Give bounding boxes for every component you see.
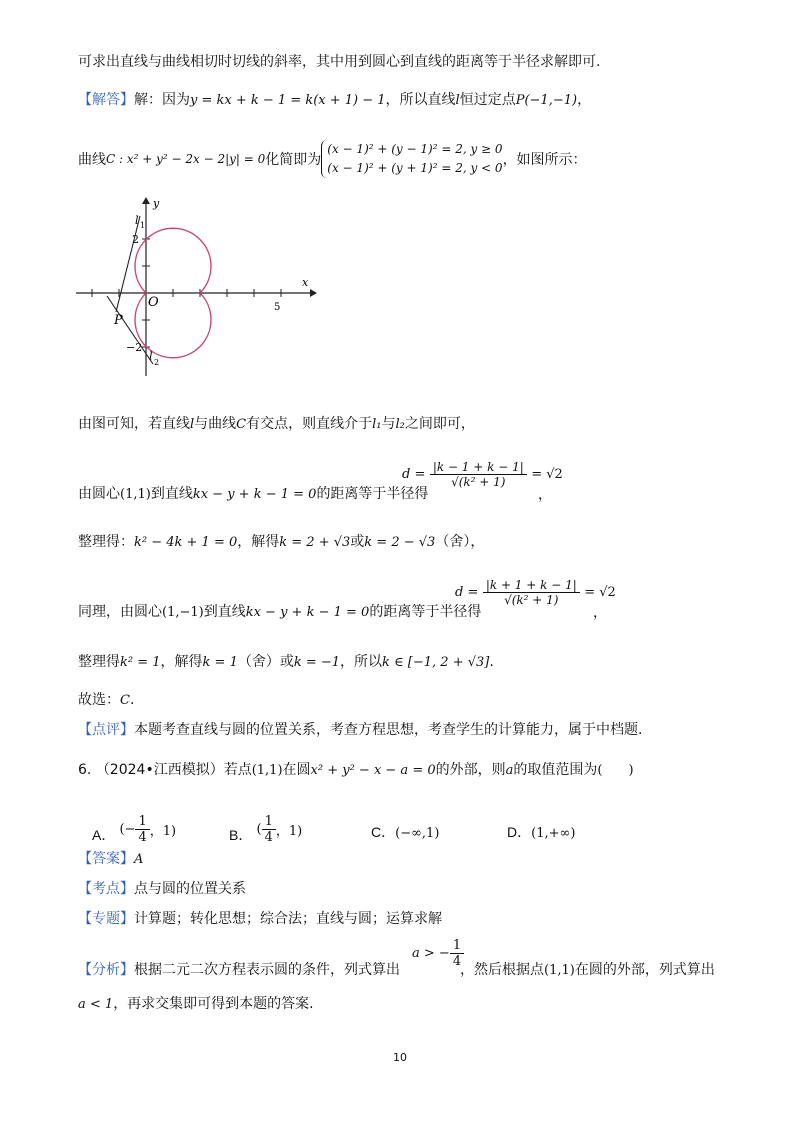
d2-text-3: 的距离等于半径得	[369, 604, 482, 620]
curve-text-3: ，如图所示：	[502, 152, 587, 168]
fenxi-text-3: 在圆的外部，列式算出	[574, 962, 715, 978]
fenxi-num: 1	[450, 938, 464, 954]
d1-line-eq: kx − y + k − 1 = 0	[192, 487, 317, 502]
fenxi-text-2: ，然后根据点	[460, 962, 544, 978]
graph-l2: l₂	[395, 417, 405, 432]
graph-text-1: 由图可知，若直线	[78, 416, 190, 432]
curve-line	[78, 140, 587, 178]
graph-conclusion	[78, 414, 475, 435]
answer-line	[78, 849, 143, 870]
q6-circle-eq: x² + y² − x − a = 0	[310, 763, 436, 778]
sol-text-3: 恒过定点	[459, 92, 516, 108]
zhuanti-line	[78, 909, 442, 929]
paragraph-intro	[78, 52, 600, 72]
label-origin: O	[148, 295, 159, 310]
solution-line	[78, 90, 591, 111]
s2-text-5: .	[489, 654, 494, 670]
choose-text-2: .	[129, 692, 135, 708]
option-A-close: ，1)	[149, 824, 177, 839]
label-l2-sub: 2	[154, 358, 160, 367]
d2-rhs: = √2	[584, 585, 616, 600]
fenxi-line-2	[78, 994, 314, 1015]
option-D-label: D．	[507, 824, 532, 840]
q6-text-2: 在圆	[282, 762, 311, 778]
d2-lhs: d =	[455, 585, 479, 600]
sol-text-2: ，所以直线	[385, 92, 456, 108]
option-C-value: (−∞,1)	[395, 826, 440, 841]
d1-lhs: d =	[402, 467, 426, 482]
option-C-label: C．	[371, 824, 396, 840]
q6-a: a	[505, 763, 514, 778]
graph-l: l	[190, 417, 195, 432]
fenxi-den: 4	[452, 954, 462, 969]
label-P: P	[114, 313, 123, 328]
label-l2: l	[149, 350, 153, 363]
d1-numerator: |k − 1 + k − 1|	[430, 460, 527, 475]
option-B-num: 1	[262, 814, 276, 830]
label-l1: l	[135, 214, 139, 227]
choose-line	[78, 690, 134, 711]
option-B-label: B．	[229, 827, 253, 843]
curve-figure	[74, 196, 318, 378]
d2-center: (1,−1)	[162, 605, 204, 620]
answer-label-tag: 【答案】	[78, 851, 134, 867]
label-l1-sub: 1	[140, 221, 146, 230]
option-B-fraction	[262, 814, 276, 845]
d1-denominator: √(k² + 1)	[451, 475, 506, 489]
fenxi-line	[78, 960, 400, 980]
d1-text-3: 的距离等于半径得	[316, 486, 429, 502]
label-x: x	[302, 276, 309, 289]
d2-numerator: |k + 1 + k − 1|	[483, 578, 580, 593]
d2-fraction	[483, 578, 580, 607]
s2-root-1: k = 1	[202, 655, 238, 670]
graph-text-2: 与曲线	[194, 416, 237, 432]
s1-text-1: 整理得：	[78, 534, 134, 550]
y-axis-arrow	[142, 197, 150, 204]
label-five: 5	[274, 302, 281, 313]
kaodian-line	[78, 879, 246, 899]
s2-root-2: k = −1	[293, 655, 341, 670]
d2-end: ，	[593, 605, 607, 621]
distance-line-1	[78, 484, 428, 505]
zhuanti-tag: 【专题】	[78, 911, 134, 927]
label-neg-two: −2	[126, 341, 143, 354]
d1-text-1: 由圆心	[78, 486, 120, 502]
s2-text-2: ，解得	[160, 654, 203, 670]
option-B-open: (	[256, 822, 262, 837]
comment-line	[78, 720, 642, 740]
s1-root-1: k = 2 + √3	[279, 535, 351, 550]
page-number: 10	[393, 1051, 407, 1064]
fenxi-text-1: 根据二元二次方程表示圆的条件，列式算出	[134, 962, 400, 978]
comment-text: 本题考查直线与圆的位置关系，考查方程思想，考查学生的计算能力，属于中档题.	[134, 722, 643, 738]
case-1: (x − 1)² + (y − 1)² = 2, y ≥ 0	[327, 142, 503, 156]
s1-eq: k² − 4k + 1 = 0	[134, 535, 238, 550]
fenxi-text-4: ，再求交集即可得到本题的答案.	[113, 996, 314, 1012]
q6-source: （2024•江西模拟）若点	[95, 762, 252, 778]
sol-point-P: P(−1,−1)	[515, 93, 578, 108]
curve-equation: C : x² + y² − 2x − 2|y| = 0	[106, 152, 266, 166]
fenxi-inequality	[412, 938, 464, 969]
option-A-num: 1	[135, 814, 149, 830]
s2-text-3: （舍）或	[237, 654, 294, 670]
sol-text-1: 解：因为	[134, 92, 190, 108]
q6-point: (1,1)	[251, 763, 283, 778]
option-D[interactable]	[507, 822, 575, 842]
fenxi-ineq-2: a < 1	[78, 997, 114, 1012]
d2-text-1: 同理，由圆心	[78, 604, 162, 620]
option-A-den: 4	[138, 830, 147, 845]
option-D-value: (1,+∞)	[531, 826, 576, 841]
graph-text-5: 之间即可，	[404, 416, 475, 432]
piecewise-brace	[321, 140, 502, 178]
d2-line-eq: kx − y + k − 1 = 0	[245, 605, 370, 620]
s1-text-3: 或	[350, 534, 365, 550]
d2-denominator: √(k² + 1)	[504, 593, 559, 607]
option-A-label: A．	[92, 827, 116, 843]
sol-eq-1: y = kx + k − 1 = k(x + 1) − 1	[190, 93, 386, 108]
option-A-open: (−	[119, 822, 136, 837]
question-6	[78, 760, 634, 781]
solve-line-1	[78, 532, 484, 553]
s2-text-4: ，所以	[340, 654, 383, 670]
intro-text: 可求出直线与曲线相切时切线的斜率，其中用到圆心到直线的距离等于半径求解即可.	[78, 54, 601, 70]
option-A[interactable]	[92, 814, 176, 845]
solve-line-2	[78, 652, 494, 673]
s2-text-1: 整理得	[78, 654, 120, 670]
d1-rhs: = √2	[531, 467, 563, 482]
s1-text-2: ，解得	[237, 534, 280, 550]
kaodian-text: 点与圆的位置关系	[134, 881, 246, 897]
answer-tag: 【解答】	[78, 92, 134, 108]
d1-end: ，	[538, 487, 552, 503]
s1-root-2: k = 2 − √3	[364, 535, 436, 550]
d2-text-2: 到直线	[203, 604, 246, 620]
x-axis-arrow	[310, 289, 317, 297]
graph-l1: l₁	[372, 417, 382, 432]
curve-text-2: 化简即为	[265, 152, 322, 168]
fenxi-point: (1,1)	[544, 963, 575, 978]
s1-text-4: （舍），	[435, 534, 485, 550]
s2-result: k ∈ [−1, 2 + √3]	[382, 655, 490, 670]
zhuanti-text: 计算题；转化思想；综合法；直线与圆；运算求解	[134, 911, 442, 927]
option-B-close: ，1)	[275, 824, 303, 839]
tangent-line-l1	[116, 216, 140, 312]
answer-value: A	[134, 852, 144, 867]
d1-text-2: 到直线	[150, 486, 193, 502]
option-B-den: 4	[264, 830, 273, 845]
comment-tag: 【点评】	[78, 722, 134, 738]
graph-C: C	[236, 417, 247, 432]
case-2: (x − 1)² + (y + 1)² = 2, y < 0	[327, 161, 503, 175]
label-y: y	[153, 197, 160, 210]
q6-paren: ( )	[597, 763, 634, 778]
sol-text-4: ，	[577, 92, 592, 108]
fenxi-line-tail	[460, 960, 715, 981]
graph-text-4: 与	[381, 416, 396, 432]
option-C[interactable]	[371, 822, 439, 842]
choose-answer: C	[120, 693, 130, 708]
d1-center: (1,1)	[120, 487, 151, 502]
q6-text-3: 的外部，则	[435, 762, 506, 778]
option-A-fraction	[135, 814, 149, 845]
label-two: 2	[132, 233, 139, 246]
distance-line-2	[78, 602, 481, 623]
q6-text-4: 的取值范围为	[513, 762, 598, 778]
d1-fraction	[430, 460, 527, 489]
s2-eq: k² = 1	[120, 655, 161, 670]
fenxi-tag: 【分析】	[78, 962, 134, 978]
q6-number: 6.	[78, 762, 92, 778]
choose-text-1: 故选：	[78, 692, 120, 708]
graph-text-3: 有交点，则直线介于	[246, 416, 373, 432]
fenxi-ineq-lhs: a > −	[412, 946, 450, 961]
kaodian-tag: 【考点】	[78, 881, 134, 897]
d2-formula	[455, 578, 616, 607]
curve-text-1: 曲线	[78, 152, 106, 168]
option-B[interactable]	[229, 814, 302, 845]
sol-line-l: l	[455, 93, 460, 108]
